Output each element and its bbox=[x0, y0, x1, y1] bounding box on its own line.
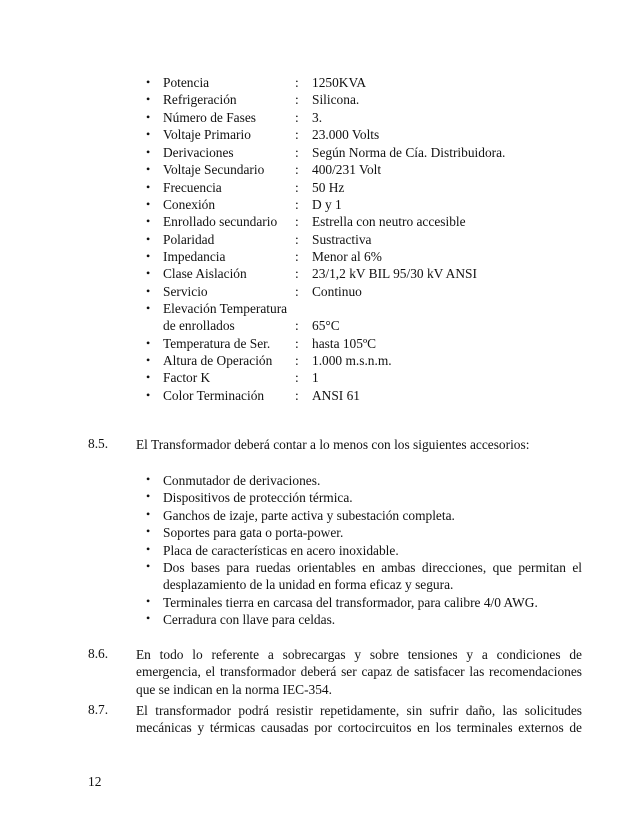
spec-colon: : bbox=[295, 92, 299, 107]
bullet: • bbox=[146, 214, 151, 228]
spec-label: Clase Aislación bbox=[163, 266, 247, 281]
bullet: • bbox=[146, 266, 151, 280]
bullet: • bbox=[146, 284, 151, 298]
spec-row bbox=[0, 232, 638, 249]
bullet: • bbox=[146, 353, 151, 367]
spec-row bbox=[0, 180, 638, 197]
section-number: 8.6. bbox=[88, 646, 109, 661]
spec-value: Silicona. bbox=[312, 92, 360, 107]
spec-row bbox=[0, 92, 638, 109]
list-item-text: Ganchos de izaje, parte activa y subestación completa. bbox=[163, 508, 455, 523]
list-item-text: Dispositivos de protección térmica. bbox=[163, 490, 353, 505]
spec-row bbox=[0, 145, 638, 162]
bullet: • bbox=[146, 559, 151, 573]
spec-row bbox=[0, 301, 638, 318]
bullet: • bbox=[146, 594, 151, 608]
list-item-text: Terminales tierra en carcasa del transformador, para calibre 4/0 AWG. bbox=[163, 595, 538, 610]
bullet: • bbox=[146, 92, 151, 106]
spec-row bbox=[0, 197, 638, 214]
spec-colon: : bbox=[295, 145, 299, 160]
spec-label: Color Terminación bbox=[163, 388, 265, 403]
spec-value: ANSI 61 bbox=[312, 388, 360, 403]
spec-colon: : bbox=[295, 336, 299, 351]
list-item-text: Dos bases para ruedas orientables en ambas direcciones, que permitan el desplazamiento de la unidad en forma eficaz y segura. bbox=[163, 560, 582, 593]
section-text: En todo lo referente a sobrecargas y sobre tensiones y a condiciones de emergencia, el transformador deberá ser capaz de satisfacer las recomendaciones que se indican en la norma IEC-354. bbox=[136, 647, 582, 697]
spec-row bbox=[0, 249, 638, 266]
spec-value: 3. bbox=[312, 110, 323, 125]
page-number: 12 bbox=[88, 774, 102, 789]
spec-label: Frecuencia bbox=[163, 180, 222, 195]
bullet: • bbox=[146, 249, 151, 263]
spec-colon: : bbox=[295, 127, 299, 142]
bullet: • bbox=[146, 145, 151, 159]
spec-value: 23.000 Volts bbox=[312, 127, 380, 142]
spec-row bbox=[0, 370, 638, 387]
spec-label: Refrigeración bbox=[163, 92, 237, 107]
spec-colon: : bbox=[295, 214, 299, 229]
bullet: • bbox=[146, 336, 151, 350]
bullet: • bbox=[146, 472, 151, 486]
spec-value: Según Norma de Cía. Distribuidora. bbox=[312, 145, 506, 160]
spec-label: Voltaje Secundario bbox=[163, 162, 265, 177]
list-item-text: Placa de características en acero inoxidable. bbox=[163, 543, 399, 558]
section-number: 8.7. bbox=[88, 702, 109, 717]
spec-value: Continuo bbox=[312, 284, 362, 299]
bullet: • bbox=[146, 489, 151, 503]
spec-label: Potencia bbox=[163, 75, 210, 90]
spec-label: Elevación Temperatura bbox=[163, 301, 288, 316]
spec-colon: : bbox=[295, 232, 299, 247]
spec-label: Altura de Operación bbox=[163, 353, 273, 368]
spec-label: Derivaciones bbox=[163, 145, 234, 160]
spec-value: Menor al 6% bbox=[312, 249, 382, 264]
bullet: • bbox=[146, 110, 151, 124]
list-item-text: Soportes para gata o porta-power. bbox=[163, 525, 344, 540]
spec-colon: : bbox=[295, 353, 299, 368]
spec-colon: : bbox=[295, 110, 299, 125]
spec-row bbox=[0, 388, 638, 405]
spec-value: 1 bbox=[312, 370, 319, 385]
section-text: El transformador podrá resistir repetidamente, sin sufrir daño, las solicitudes mecánicas y térmicas causadas por cortocircuitos en los terminales externos de bbox=[136, 703, 582, 736]
spec-row bbox=[0, 110, 638, 127]
spec-value: 50 Hz bbox=[312, 180, 345, 195]
spec-row bbox=[0, 127, 638, 144]
section-text: El Transformador deberá contar a lo menos con los siguientes accesorios: bbox=[136, 437, 530, 452]
bullet: • bbox=[146, 611, 151, 625]
spec-label: Voltaje Primario bbox=[163, 127, 251, 142]
spec-colon: : bbox=[295, 370, 299, 385]
spec-colon: : bbox=[295, 180, 299, 195]
spec-row bbox=[0, 353, 638, 370]
spec-label: Factor K bbox=[163, 370, 211, 385]
bullet: • bbox=[146, 232, 151, 246]
bullet: • bbox=[146, 301, 151, 315]
bullet: • bbox=[146, 542, 151, 556]
spec-value: Estrella con neutro accesible bbox=[312, 214, 466, 229]
spec-colon: : bbox=[295, 249, 299, 264]
spec-label: Impedancia bbox=[163, 249, 226, 264]
spec-colon: : bbox=[295, 388, 299, 403]
bullet: • bbox=[146, 180, 151, 194]
spec-colon: : bbox=[295, 162, 299, 177]
spec-label: Número de Fases bbox=[163, 110, 256, 125]
spec-value: 23/1,2 kV BIL 95/30 kV ANSI bbox=[312, 266, 477, 281]
spec-label: Temperatura de Ser. bbox=[163, 336, 271, 351]
spec-value: D y 1 bbox=[312, 197, 342, 212]
section-number: 8.5. bbox=[88, 436, 109, 451]
spec-label-cont: de enrollados bbox=[163, 318, 235, 333]
spec-colon: : bbox=[295, 266, 299, 281]
spec-colon: : bbox=[295, 75, 299, 90]
spec-label: Servicio bbox=[163, 284, 208, 299]
bullet: • bbox=[146, 370, 151, 384]
spec-label: Polaridad bbox=[163, 232, 215, 247]
list-item-text: Conmutador de derivaciones. bbox=[163, 473, 321, 488]
spec-value: hasta 105ºC bbox=[312, 336, 377, 351]
bullet: • bbox=[146, 75, 151, 89]
spec-value: 1.000 m.s.n.m. bbox=[312, 353, 392, 368]
spec-row bbox=[0, 318, 638, 335]
spec-value: 400/231 Volt bbox=[312, 162, 382, 177]
spec-row bbox=[0, 214, 638, 231]
spec-colon: : bbox=[295, 197, 299, 212]
bullet: • bbox=[146, 524, 151, 538]
spec-row bbox=[0, 75, 638, 92]
spec-colon: : bbox=[295, 318, 299, 333]
spec-value: 65°C bbox=[312, 318, 340, 333]
spec-row bbox=[0, 266, 638, 283]
spec-row bbox=[0, 162, 638, 179]
bullet: • bbox=[146, 388, 151, 402]
spec-label: Conexión bbox=[163, 197, 216, 212]
bullet: • bbox=[146, 162, 151, 176]
spec-colon: : bbox=[295, 284, 299, 299]
list-item-text: Cerradura con llave para celdas. bbox=[163, 612, 336, 627]
bullet: • bbox=[146, 507, 151, 521]
spec-label: Enrollado secundario bbox=[163, 214, 278, 229]
bullet: • bbox=[146, 127, 151, 141]
spec-value: Sustractiva bbox=[312, 232, 372, 247]
bullet: • bbox=[146, 197, 151, 211]
spec-row bbox=[0, 284, 638, 301]
spec-row bbox=[0, 336, 638, 353]
spec-value: 1250KVA bbox=[312, 75, 367, 90]
